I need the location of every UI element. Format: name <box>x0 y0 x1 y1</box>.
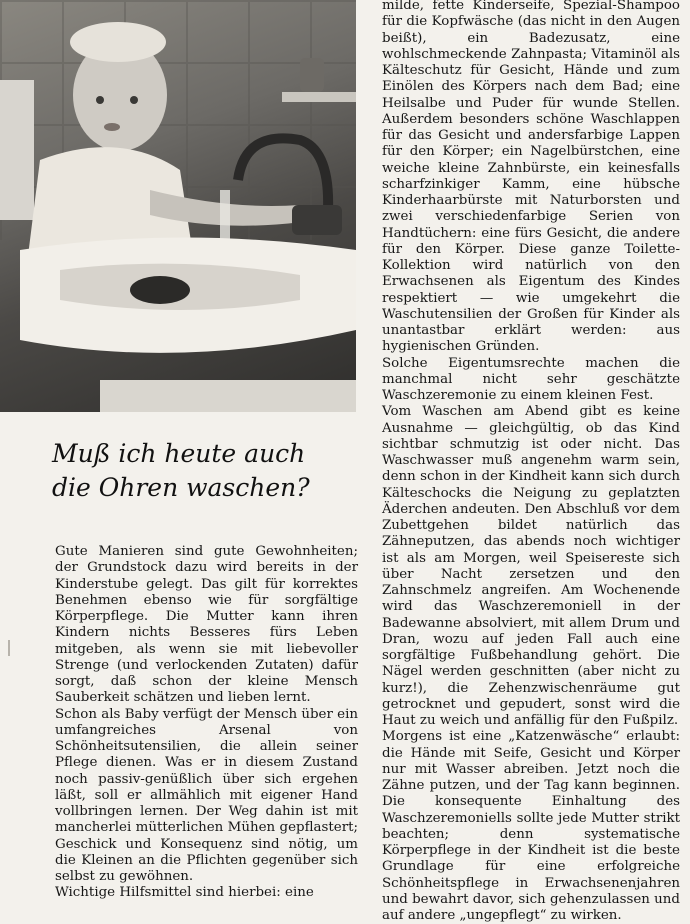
paragraph: Gute Manieren sind gute Gewohnheiten; der Grundstock dazu wird bereits in der Kinderstube gelegt. Das gilt für korrektes Benehmen ebenso wie für sorgfältige Körperpflege. Die Mutter kann ihren Kindern nichts Besseres fürs Leben mitgeben, als wenn sie mit liebevoller Strenge (und verlockenden Zutaten) dafür sorgt, daß schon der kleine Mensch Sauberkeit schätzen und lieben lernt. <box>55 544 358 706</box>
paragraph: Schon als Baby verfügt der Mensch über ein umfangreiches Arsenal von Schönheitsutensilien, die allein seiner Pflege dienen. Was er in diesem Zustand noch passiv-genüßlich über sich ergehen läßt, soll er allmählich mit eigener Hand vollbringen lernen. Der Weg dahin ist mit mancherlei mütterlichen Mühen gepflastert; Geschick und Konsequenz sind nötig, um die Kleinen an die Pflichten gegenüber sich selbst zu gewöhnen. <box>55 706 358 884</box>
margin-mark <box>8 640 10 656</box>
faucet <box>238 138 328 210</box>
article-photo <box>0 0 356 412</box>
soap <box>130 276 190 304</box>
child-hair <box>70 22 166 62</box>
paragraph: Vom Waschen am Abend gibt es keine Ausnahme — gleichgültig, ob das Kind sichtbar schmutzig ist oder nicht. Das Waschwasser muß angenehm warm sein, denn schon in der Kindheit kann sich durch Kälteschocks die Neigung zu geplatzten Äderchen andeuten. Den Abschluß vor dem Zubettgehen bildet natürlich das Zähneputzen, das abends noch wichtiger ist als am Morgen, weil Speisereste sich über Nacht zersetzen und den Zahnschmelz angreifen. Am Wochenende wird das Waschzeremoniell in der Badewanne absolviert, mit allem Drum und Dran, wozu auf jeden Fall auch eine sorgfältige Fußbehandlung gehört. Die Nägel werden geschnitten (aber nicht zu kurz!), die Zehenzwischenräume gut getrocknet und gepudert, sonst wird die Haut zu weich und anfällig für den Fußpilz. <box>382 404 680 728</box>
right-column <box>382 0 680 924</box>
paragraph: Morgens ist eine „Katzenwäsche“ erlaubt: die Hände mit Seife, Gesicht und Körper nur mit Wasser abreiben. Jetzt noch die Zähne putzen, und der Tag kann beginnen. Die konsequente Einhaltung des Waschzeremoniells sollte jede Mutter strikt beachten; denn systematische Körperpflege in der Kindheit ist die beste Grundlage für eine erfolgreiche Schönheitspflege in Erwachsenenjahren und bewahrt davor, sich gehenzulassen und auf andere „ungepflegt“ zu wirken. <box>382 729 680 923</box>
paragraph: Wichtige Hilfsmittel sind hierbei: eine <box>55 885 314 901</box>
towel <box>0 80 34 220</box>
headline: Muß ich heute auch die Ohren waschen? <box>52 439 310 502</box>
child-washing-illustration <box>0 0 356 412</box>
left-column <box>55 544 358 902</box>
paragraph: milde, fette Kinderseife, Spezial-Shampoo für die Kopfwäsche (das nicht in den Augen beißt), ein Badezusatz, eine wohlschmeckende Zahnpasta; Vitaminöl als Kälteschutz für Gesicht, Hände und zum Einölen des Körpers nach dem Bad; eine Heilsalbe und Puder für wunde Stellen. Außerdem besonders schöne Waschlappen für das Gesicht und andersfarbige Lappen für den Körper; ein Nagelbürstchen, eine weiche kleine Zahnbürste, ein keinesfalls scharfzinkiger Kamm, eine hübsche Kinderhaarbürste mit Naturborsten und zwei verschiedenfarbige Serien von Handtüchern: eine fürs Gesicht, die andere für den Körper. Diese ganze Toilette-Kollektion wird natürlich von den Erwachsenen als Eigentum des Kindes respektiert — wie umgekehrt die Waschutensilien der Großen für Kinder als unantastbar erklärt werden: aus hygienischen Gründen. <box>382 0 680 355</box>
jar <box>300 58 324 92</box>
paragraph: Solche Eigentumsrechte machen die manchmal nicht sehr geschätzte Waschzeremonie zu einem kleinen Fest. <box>382 355 680 403</box>
shelf <box>282 92 356 102</box>
